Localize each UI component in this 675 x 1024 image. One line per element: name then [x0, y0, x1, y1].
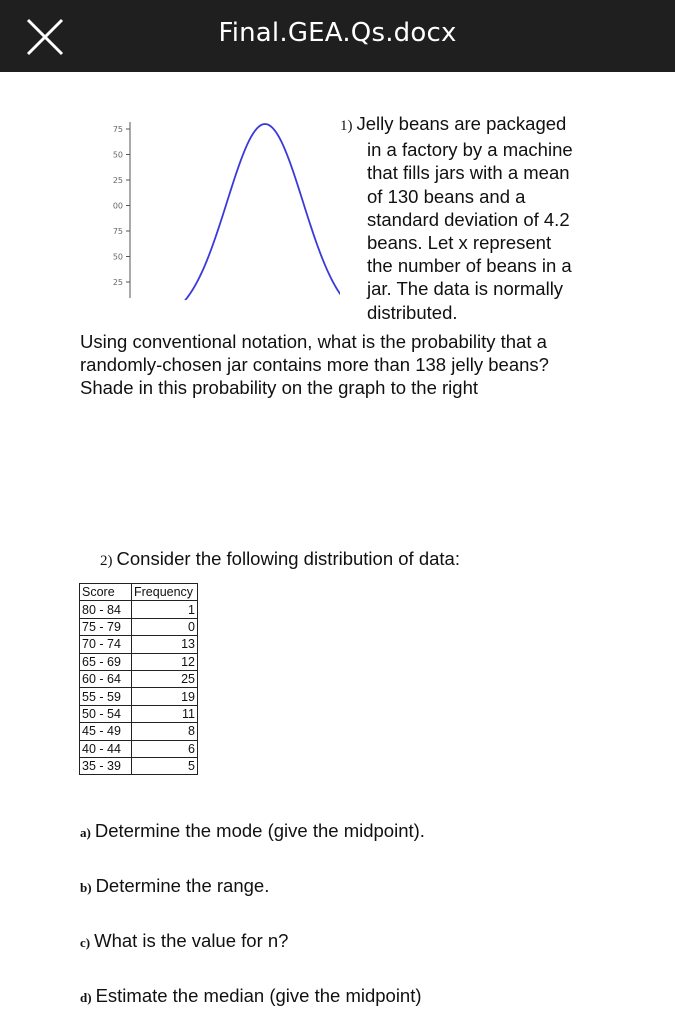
- graph-tick-label: 25: [112, 176, 123, 185]
- part-d-label: d): [80, 990, 92, 1005]
- table-header-score: Score: [80, 584, 132, 601]
- frequency-cell: 11: [132, 705, 198, 722]
- graph-tick-label: 25: [112, 278, 123, 287]
- score-cell: 55 - 59: [80, 688, 132, 705]
- question-1-prompt: [80, 330, 640, 400]
- score-cell: 65 - 69: [80, 653, 132, 670]
- part-b-text: Determine the range.: [95, 875, 270, 896]
- part-d: [80, 985, 422, 1007]
- question-1-text: [340, 112, 600, 324]
- frequency-cell: 25: [132, 670, 198, 687]
- frequency-cell: 19: [132, 688, 198, 705]
- table-row: [80, 653, 198, 670]
- question-1-line: distributed.: [367, 301, 458, 323]
- table-row: [80, 636, 198, 653]
- question-1-line: of 130 beans and a: [367, 185, 526, 207]
- table-row: [80, 757, 198, 774]
- question-1-line: that fills jars with a mean: [367, 162, 570, 184]
- graph-tick-label: 75: [112, 125, 123, 134]
- question-1-prompt-line: randomly-chosen jar contains more than 138 jelly beans?: [80, 354, 549, 376]
- score-cell: 45 - 49: [80, 723, 132, 740]
- table-row: [80, 601, 198, 618]
- frequency-cell: 8: [132, 723, 198, 740]
- frequency-cell: 0: [132, 618, 198, 635]
- question-2-prompt-text: Consider the following distribution of data:: [116, 548, 460, 569]
- frequency-cell: 5: [132, 757, 198, 774]
- graph-tick-label: 50: [112, 150, 123, 160]
- frequency-table: [79, 583, 198, 775]
- score-cell: 70 - 74: [80, 636, 132, 653]
- top-bar: [0, 0, 675, 72]
- document-title: Final.GEA.Qs.docx: [218, 18, 457, 48]
- part-c-text: What is the value for n?: [94, 930, 289, 951]
- score-cell: 50 - 54: [80, 705, 132, 722]
- question-1-line: the number of beans in a: [367, 255, 572, 277]
- part-a-label: a): [80, 825, 91, 840]
- question-2-number: 2): [100, 553, 113, 569]
- table-header-frequency: Frequency: [132, 584, 198, 601]
- normal-curve-graph: [110, 110, 340, 300]
- question-1-number: 1): [340, 118, 353, 134]
- frequency-cell: 6: [132, 740, 198, 757]
- normal-curve: [155, 124, 340, 300]
- question-1-line: standard deviation of 4.2: [367, 208, 570, 230]
- part-c-label: c): [80, 935, 91, 950]
- table-row: [80, 618, 198, 635]
- frequency-cell: 13: [132, 636, 198, 653]
- question-1-prompt-line: Shade in this probability on the graph to the right: [80, 377, 479, 399]
- score-cell: 35 - 39: [80, 757, 132, 774]
- part-a-text: Determine the mode (give the midpoint).: [94, 820, 425, 841]
- table-row: [80, 723, 198, 740]
- table-row: [80, 705, 198, 722]
- table-row: [80, 688, 198, 705]
- frequency-cell: 1: [132, 601, 198, 618]
- score-cell: 80 - 84: [80, 601, 132, 618]
- question-1-line: beans. Let x represent: [367, 232, 552, 254]
- part-b: [80, 875, 269, 897]
- question-1-line: [340, 112, 600, 138]
- frequency-cell: 12: [132, 653, 198, 670]
- table-row: [80, 740, 198, 757]
- question-1-line: in a factory by a machine: [367, 139, 573, 161]
- part-a: [80, 820, 425, 842]
- question-1-prompt-line: Using conventional notation, what is the probability that a: [80, 331, 547, 352]
- score-cell: 60 - 64: [80, 670, 132, 687]
- score-cell: 75 - 79: [80, 618, 132, 635]
- score-cell: 40 - 44: [80, 740, 132, 757]
- question-1-line-text: Jelly beans are packaged: [356, 113, 567, 134]
- part-d-text: Estimate the median (give the midpoint): [95, 985, 422, 1006]
- part-b-label: b): [80, 880, 92, 895]
- question-1-line: jar. The data is normally: [367, 278, 564, 300]
- question-2-prompt: [100, 548, 460, 570]
- graph-tick-label: 00: [112, 201, 123, 211]
- table-row: [80, 670, 198, 687]
- part-c: [80, 930, 288, 952]
- graph-tick-label: 50: [112, 252, 123, 262]
- graph-tick-label: 75: [112, 227, 123, 236]
